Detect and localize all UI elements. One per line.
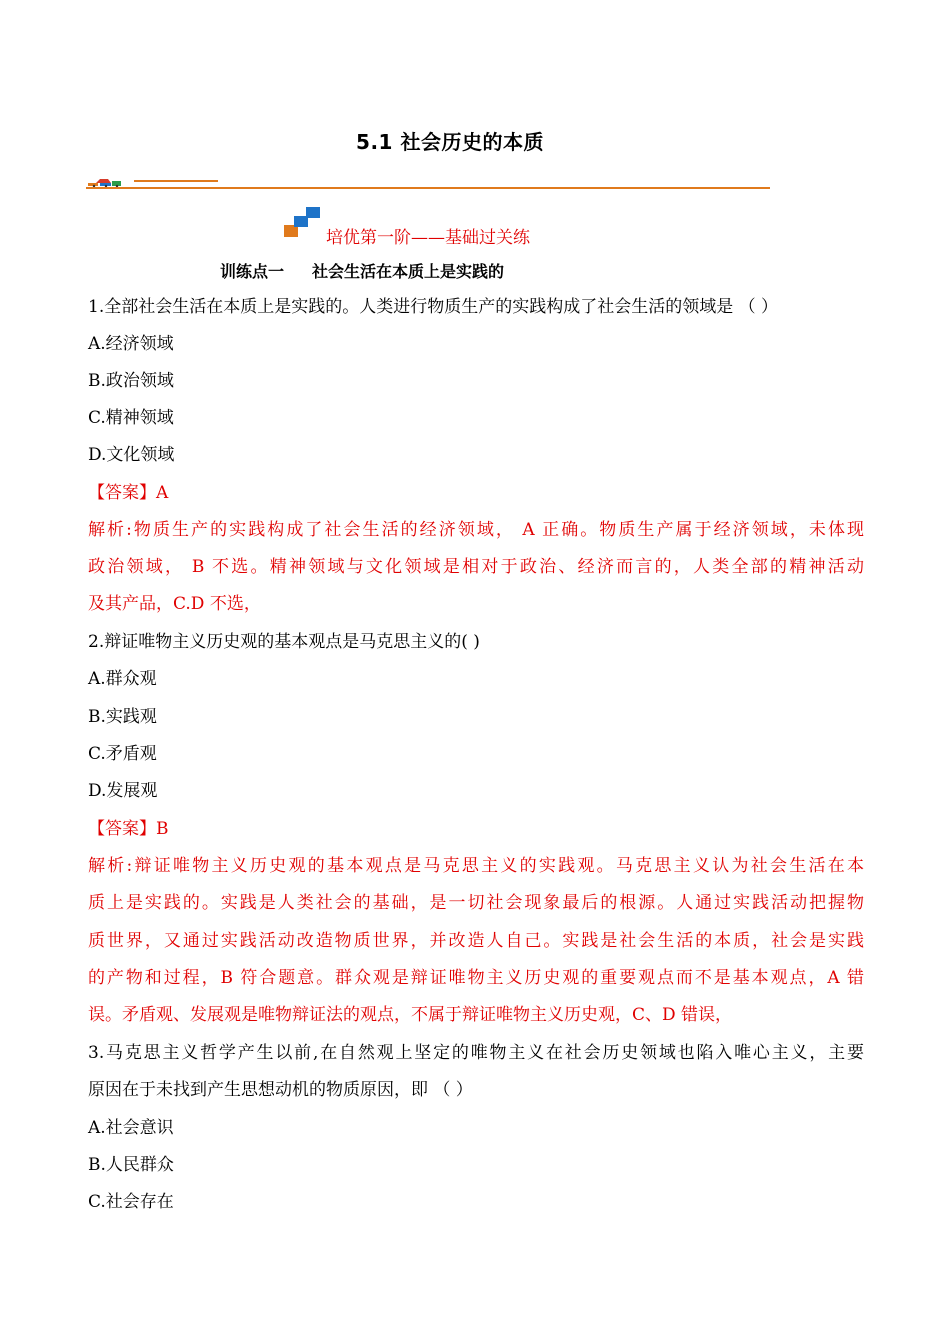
question-3-stem-line-2: 原因在于未找到产生思想动机的物质原因，即 （ ）	[88, 1080, 473, 1100]
question-1-stem: 1.全部社会生活在本质上是实践的。人类进行物质生产的实践构成了社会生活的领域是 （ ）	[88, 297, 779, 317]
section-label: 培优第一阶——基础过关练	[326, 228, 530, 248]
question-3-option-b: B.人民群众	[88, 1155, 174, 1175]
page-title: 5.1 社会历史的本质	[356, 130, 544, 154]
question-2-analysis-line-3: 质世界，又通过实践活动改造物质世界，并改造人自己。实践是社会生活的本质，社会是实践	[88, 931, 864, 951]
training-point-text: 社会生活在本质上是实践的	[312, 262, 505, 281]
question-3-stem-line-1: 3.马克思主义哲学产生以前,在自然观上坚定的唯物主义在社会历史领域也陷入唯心主义，主要	[88, 1043, 864, 1063]
question-2-analysis-line-4: 的产物和过程，B 符合题意。群众观是辩证唯物主义历史观的重要观点而不是基本观点，A 错	[88, 968, 864, 988]
training-point-heading	[220, 259, 504, 282]
question-2-analysis-line-5: 误。矛盾观、发展观是唯物辩证法的观点，不属于辩证唯物主义历史观，C、D 错误，	[88, 1005, 733, 1025]
header-rule-line	[86, 187, 770, 189]
colorful-car-icon	[88, 178, 122, 187]
question-2-option-c: C.矛盾观	[88, 744, 157, 764]
question-2-option-b: B.实践观	[88, 707, 157, 727]
question-1-option-a: A.经济领域	[88, 334, 174, 354]
question-2-option-a: A.群众观	[88, 669, 157, 689]
question-3-option-c: C.社会存在	[88, 1192, 174, 1212]
question-1-option-c: C.精神领域	[88, 408, 174, 428]
header-rule	[86, 176, 770, 192]
question-1-answer: 【答案】A	[88, 483, 169, 503]
question-2-option-d: D.发展观	[88, 781, 158, 801]
question-2-answer: 【答案】B	[88, 819, 169, 839]
question-2-analysis-line-1: 解析:辩证唯物主义历史观的基本观点是马克思主义的实践观。马克思主义认为社会生活在本	[88, 856, 864, 876]
question-2-stem: 2.辩证唯物主义历史观的基本观点是马克思主义的( )	[88, 632, 480, 652]
question-1-analysis-line-3: 及其产品，C.D 不选，	[88, 594, 261, 614]
stair-blocks-icon	[282, 205, 324, 239]
question-3-option-a: A.社会意识	[88, 1118, 174, 1138]
header-rule-accent	[134, 180, 218, 182]
question-2-analysis-line-2: 质上是实践的。实践是人类社会的基础，是一切社会现象最后的根源。人通过实践活动把握物	[88, 893, 864, 913]
training-point-label: 训练点一	[220, 262, 285, 281]
question-1-option-d: D.文化领域	[88, 445, 175, 465]
question-1-analysis-line-1: 解析:物质生产的实践构成了社会生活的经济领域， A 正确。物质生产属于经济领域，未体现	[88, 520, 864, 540]
question-1-option-b: B.政治领域	[88, 371, 174, 391]
question-1-analysis-line-2: 政治领域， B 不选。精神领域与文化领域是相对于政治、经济而言的，人类全部的精神活动	[88, 557, 864, 577]
